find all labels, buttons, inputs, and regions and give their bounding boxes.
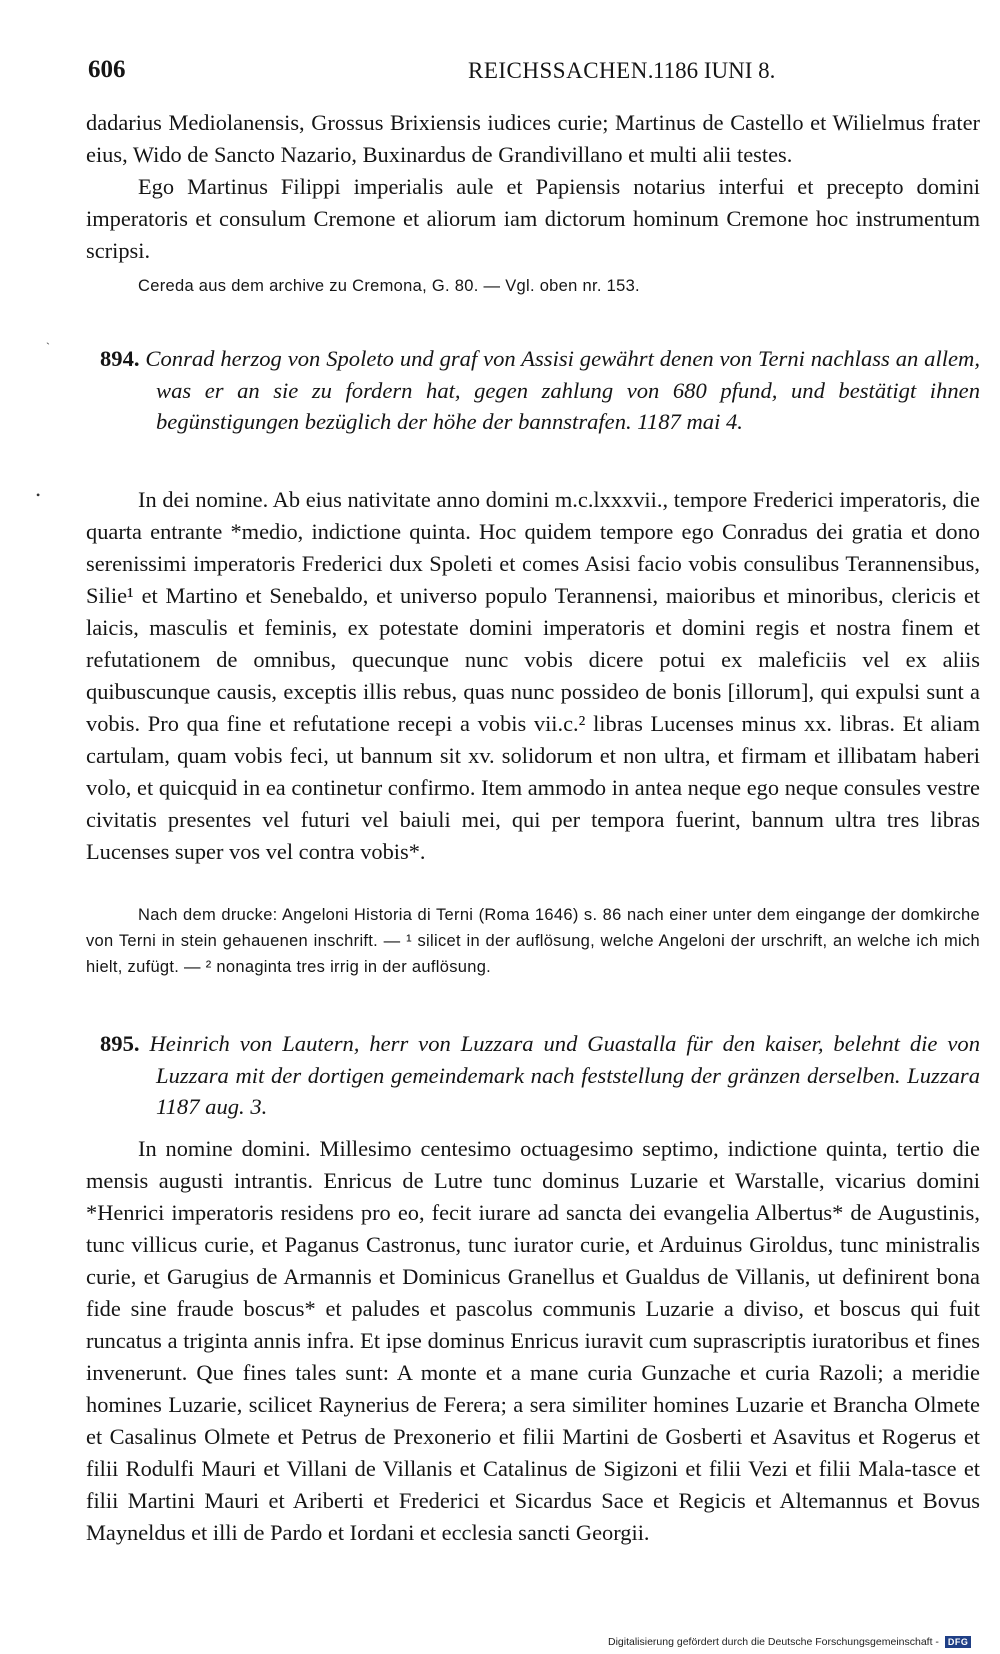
charter-894-source-note: Nach dem drucke: Angeloni Historia di Terni (Roma 1646) s. 86 nach einer unter dem eingange der domkirche von Terni in stein gehauenen inschrift. — ¹ silicet in der auflösung, welche Angeloni der urschrift, an welche ich mich hielt, zufügt. — ² nonaginta tres irrig in der auflösung. — [86, 906, 980, 976]
page-number: 606 — [88, 56, 126, 83]
margin-dot: • — [36, 488, 41, 502]
charter-895-body: In nomine domini. Millesimo centesimo octuagesimo septimo, indictione quinta, tertio die mensis augusti intrantis. Enricus de Lutre tunc dominus Luzarie et Warstalle, vicarius domini *Henrici imperatoris residens pro eo, fecit iurare ad sancta dei evangelia Albertus* de Augustinis, tunc villicus curie, et Paganus Castronus, tunc iurator curie, et Arduinus Giroldus, tunc ministralis curie, et Garugius de Armannis et Dominicus Granellus et Gualdus de Villanis, ut definirent bona fide sine fraude boscus* et paludes et pascolus communis Luzarie a diviso, et boscus qui fuit runcatus a triginta annis infra. Et ipse dominus Enricus iuravit cum suprascriptis iuratoribus et fines invenerunt. Que fines tales sunt: A monte et a mane curia Gunzache et curia Razoli; a meridie homines Luzarie, scilicet Raynerius de Ferera; a sera similiter homines Luzarie et Brancha Olmete et Casalinus Olmete et Petrus de Prexonerio et filii Martini de Gosberti et Asavitus et Rogerus et filii Rodulfi Mauri et Villani de Villanis et Catalinus de Sigizoni et filii Vezi et filii Mala-tasce et filii Martini Mauri et Ariberti et Frederici et Sicardus Sace et Regicis et Altemannus et Bovus Mayneldus et illi de Pardo et Iordani et ecclesia sancti Georgii. — [86, 1136, 980, 1545]
prev-charter-source-note: Cereda aus dem archive zu Cremona, G. 80. — Vgl. oben nr. 153. — [138, 277, 640, 295]
prev-charter-paragraph-1: dadarius Mediolanensis, Grossus Brixiensis iudices curie; Martinus de Castello et Wilielmus frater eius, Wido de Sancto Nazario, Buxinardus de Grandivillano et multi alii testes. — [86, 110, 980, 167]
running-title: REICHSSACHEN. — [468, 58, 655, 83]
digitization-credit-text: Digitalisierung gefördert durch die Deutsche Forschungsgemeinschaft - — [608, 1636, 939, 1648]
charter-894-number: 894. — [100, 346, 140, 371]
charter-894-heading — [100, 343, 980, 438]
charter-895-number: 895. — [100, 1031, 140, 1056]
margin-mark: ` — [46, 340, 50, 354]
prev-charter-text — [86, 107, 980, 267]
running-date: 1186 IUNI 8. — [653, 58, 776, 83]
charter-894-body: In dei nomine. Ab eius nativitate anno domini m.c.lxxxvii., tempore Frederici imperatoris, die quarta entrante *medio, indictione quinta. Hoc quidem tempore ego Conradus dei gratia et dono serenissimi imperatoris Frederici dux Spoleti et comes Asisi facio vobis consulibus Terannensibus, Silie¹ et Martino et Senebaldo, et universo populo Terannensi, maioribus et minoribus, clericis et laicis, masculis et feminis, ex potestate domini imperatoris et domini regis et nostra finem et refutationem de omnibus, quecunque nunc vobis dicere potui ex maleficiis vel ex aliis quibuscunque causis, exceptis illis rebus, quas nunc possideo de bonis [illorum], qui expulsi sunt a vobis. Pro qua fine et refutatione recepi a vobis vii.c.² libras Lucenses minus xx. libras. Et aliam cartulam, quam vobis feci, ut bannum sit xv. solidorum et non ultra, et firmam et illibatam haberi volo, et quicquid in ea continetur confirmo. Item ammodo in antea neque ego neque consules vestre civitatis presentes vel futuri vel baiuli mei, qui per tempora fuerint, bannum ultra tres libras Lucenses super vos vel contra vobis*. — [86, 487, 980, 864]
running-head — [88, 52, 978, 88]
dfg-logo-icon: DFG — [945, 1636, 972, 1648]
charter-895-regest: Heinrich von Lautern, herr von Luzzara und Guastalla für den kaiser, belehnt die von Luzzara mit der dortigen gemeindemark nach feststellung der gränzen derselben. Luzzara 1187 aug. 3. — [149, 1031, 980, 1119]
charter-894-regest: Conrad herzog von Spoleto und graf von Assisi gewährt denen von Terni nachlass an allem, was er an sie zu fordern hat, gegen zahlung von 680 pfund, und bestätigt ihnen begünstigungen bezüglich der höhe der bannstrafen. 1187 mai 4. — [145, 346, 980, 434]
charter-895-heading — [100, 1028, 980, 1123]
digitization-credit — [608, 1636, 971, 1652]
prev-charter-paragraph-2: Ego Martinus Filippi imperialis aule et Papiensis notarius interfui et precepto domini imperatoris et consulum Cremone et aliorum iam dictorum hominum Cremone hoc instrumentum scripsi. — [86, 174, 980, 263]
